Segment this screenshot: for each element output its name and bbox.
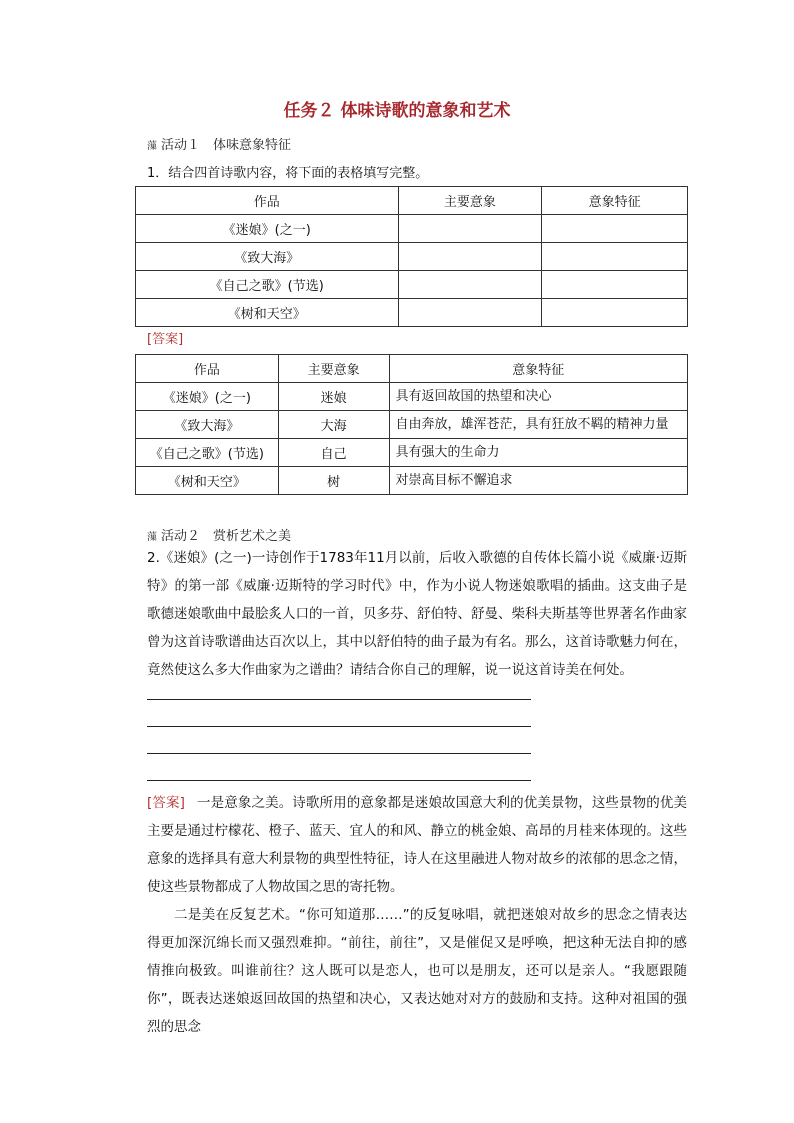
table-row xyxy=(136,299,688,327)
answer-line[interactable] xyxy=(147,699,531,700)
feature-cell: 具有返回故国的热望和决心 xyxy=(389,383,687,411)
image-cell: 大海 xyxy=(278,411,389,439)
work-cell: 《自己之歌》(节选) xyxy=(136,439,279,467)
work-cell: 《树和天空》 xyxy=(136,467,279,495)
image-cell xyxy=(398,215,542,243)
work-cell: 《自己之歌》(节选) xyxy=(136,271,399,299)
activity-1-label: 活动１ 体味意象特征 xyxy=(161,138,292,153)
table-row xyxy=(136,383,688,411)
header-image: 主要意象 xyxy=(398,187,542,215)
question-2: 2.《迷娘》(之一)一诗创作于1783年11月以前，后收入歌德的自传体长篇小说《威廉·迈斯特》的第一部《威廉·迈斯特的学习时代》中，作为小说人物迷娘歌唱的插曲。这支曲子是歌德迷娘歌曲中最脍炙人口的一首，贝多芬、舒伯特、舒曼、柴科夫斯基等世界著名作曲家曾为这首诗歌谱曲达百次以上，其中以舒伯特的曲子最为有名。那么，这首诗歌魅力何在，竟然使这么多大作曲家为之谱曲？请结合你自己的理解，说一说这首诗美在何处。 xyxy=(147,550,687,678)
header-work: 作品 xyxy=(136,187,399,215)
activity-2-heading xyxy=(147,525,291,544)
image-cell: 迷娘 xyxy=(278,383,389,411)
answer-line[interactable] xyxy=(147,780,531,781)
image-cell: 树 xyxy=(278,467,389,495)
work-cell: 《迷娘》(之一) xyxy=(136,383,279,411)
feature-cell xyxy=(542,299,688,327)
answer-label: [答案] xyxy=(147,332,184,347)
table-row xyxy=(136,215,688,243)
answer-line[interactable] xyxy=(147,753,531,754)
table-header-row xyxy=(136,355,688,383)
header-feature: 意象特征 xyxy=(389,355,687,383)
feature-cell: 自由奔放，雄浑苍茫，具有狂放不羁的精神力量 xyxy=(389,411,687,439)
blank-table xyxy=(135,186,688,327)
feature-cell xyxy=(542,215,688,243)
image-cell xyxy=(398,243,542,271)
answer-line[interactable] xyxy=(147,726,531,727)
header-feature: 意象特征 xyxy=(542,187,688,215)
work-cell: 《迷娘》(之一) xyxy=(136,215,399,243)
image-cell xyxy=(398,271,542,299)
work-cell: 《致大海》 xyxy=(136,411,279,439)
activity-2-label: 活动２ 赏析艺术之美 xyxy=(161,529,292,544)
answer-table xyxy=(135,354,688,495)
image-cell: 自己 xyxy=(278,439,389,467)
table-row xyxy=(136,271,688,299)
feature-cell: 对崇高目标不懈追求 xyxy=(389,467,687,495)
page-title: 任务２ 体味诗歌的意象和艺术 xyxy=(283,101,511,121)
question-1: 1．结合四首诗歌内容，将下面的表格填写完整。 xyxy=(147,166,429,181)
activity-mark: 薻 xyxy=(147,532,157,543)
image-cell xyxy=(398,299,542,327)
feature-cell xyxy=(542,243,688,271)
feature-cell: 具有强大的生命力 xyxy=(389,439,687,467)
work-cell: 《树和天空》 xyxy=(136,299,399,327)
table-header-row xyxy=(136,187,688,215)
answer-label: [答案] xyxy=(147,795,185,811)
work-cell: 《致大海》 xyxy=(136,243,399,271)
activity-mark: 薻 xyxy=(147,141,157,152)
table-row xyxy=(136,411,688,439)
header-image: 主要意象 xyxy=(278,355,389,383)
answer-2-paragraph-2: 二是美在反复艺术。“你可知道那……”的反复咏唱，就把迷娘对故乡的思念之情表达得更加深沉绵长而又强烈难抑。“前往，前往”，又是催促又是呼唤，把这种无法自抑的感情推向极致。叫谁前往？这人既可以是恋人，也可以是朋友，还可以是亲人。“我愿跟随你”，既表达迷娘返回故国的热望和决心，又表达她对对方的鼓励和支持。这种对祖国的强烈的思念 xyxy=(147,907,687,1035)
feature-cell xyxy=(542,271,688,299)
activity-1-heading xyxy=(147,134,291,153)
answer-2-text-1: 一是意象之美。诗歌所用的意象都是迷娘故国意大利的优美景物，这些景物的优美主要是通过柠檬花、橙子、蓝天、宜人的和风、静立的桃金娘、高昂的月桂来体现的。这些意象的选择具有意大利景物的典型性特征，诗人在这里融进人物对故乡的浓郁的思念之情，使这些景物都成了人物故国之思的寄托物。 xyxy=(147,795,688,895)
answer-2-paragraph-1 xyxy=(147,789,687,901)
table-row xyxy=(136,243,688,271)
header-work: 作品 xyxy=(136,355,279,383)
table-row xyxy=(136,439,688,467)
table-row xyxy=(136,467,688,495)
